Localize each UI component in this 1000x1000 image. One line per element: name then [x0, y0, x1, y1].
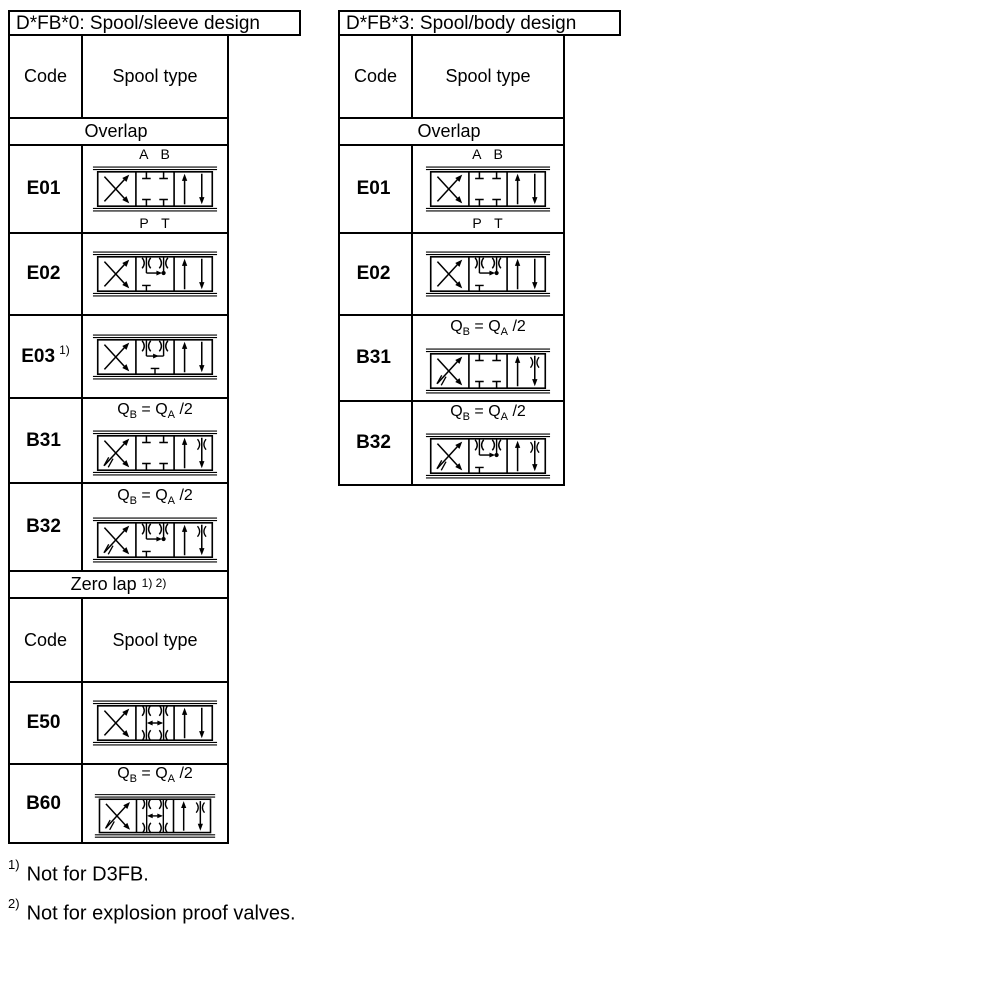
spool-symbol-cell [83, 399, 227, 482]
col-header-spool-type: Spool type [445, 66, 531, 86]
footnote-1 [8, 856, 296, 888]
section-header-overlap [340, 117, 563, 144]
table-row [10, 482, 227, 570]
valve-symbol-icon [426, 167, 550, 211]
spool-code-cell [340, 234, 413, 314]
valve-symbol-icon [93, 252, 217, 296]
spool-code-cell [340, 402, 413, 484]
spool-symbol-cell [413, 402, 563, 484]
spool-code-cell [10, 765, 83, 842]
footnote-text: Not for explosion proof valves. [26, 902, 296, 925]
section-header-overlap [10, 117, 227, 144]
table-row [10, 763, 227, 842]
valve-symbol [92, 162, 218, 216]
spool-table [338, 34, 565, 486]
footnote-2 [8, 895, 296, 927]
spool-code: E02 [26, 263, 61, 284]
col-header-code: Code [340, 36, 413, 117]
valve-symbol [92, 696, 218, 750]
table-title: D*FB*0: Spool/sleeve design [8, 10, 301, 36]
spool-symbol-cell [83, 234, 227, 314]
section-header-footnote-ref: 1) 2) [141, 575, 167, 590]
spool-symbol-cell [83, 765, 227, 842]
col-header-code: Code [10, 36, 83, 117]
valve-symbol-icon [93, 518, 217, 562]
table-row [340, 144, 563, 232]
section-header-label: Zero lap [70, 574, 137, 594]
spool-code-cell [10, 146, 83, 232]
spool-symbol-cell [83, 683, 227, 763]
valve-symbol-icon [93, 701, 217, 745]
port-labels-top: A B [139, 146, 171, 162]
spool-code: B31 [26, 429, 61, 451]
footnotes [8, 856, 296, 933]
spool-code: E03 [21, 345, 56, 367]
flow-ratio-note: $Q_B = Q_A$ /2 [450, 403, 526, 424]
valve-symbol-icon [426, 434, 550, 478]
spool-table [8, 34, 229, 844]
spool-code-cell [10, 234, 83, 314]
table-row [10, 144, 227, 232]
spool-code: E50 [26, 712, 61, 733]
table-row [340, 232, 563, 314]
valve-symbol-icon [93, 167, 217, 211]
table-row [340, 314, 563, 400]
spool-code: E02 [356, 263, 391, 284]
column-header-row [10, 36, 227, 117]
spool-symbol-cell [413, 234, 563, 314]
table-row [10, 681, 227, 763]
valve-symbol [425, 429, 551, 483]
table-row [10, 397, 227, 482]
spool-symbol-cell [83, 484, 227, 570]
flow-ratio-note: $Q_B = Q_A$ /2 [117, 487, 193, 508]
spool-symbol-cell [413, 146, 563, 232]
valve-symbol [425, 344, 551, 398]
col-header-spool-type: Spool type [112, 66, 198, 86]
table-row [10, 314, 227, 397]
col-header-code: Code [10, 599, 83, 681]
valve-symbol [92, 426, 218, 480]
spool-symbol-cell [83, 146, 227, 232]
col-header-spool-type: Spool type [112, 629, 198, 650]
valve-symbol [425, 247, 551, 301]
valve-symbol [92, 513, 218, 567]
valve-symbol [92, 790, 218, 842]
valve-symbol-icon [95, 795, 215, 838]
column-header-row [340, 36, 563, 117]
valve-symbol-icon [93, 431, 217, 475]
valve-symbol [425, 162, 551, 216]
spool-code-cell [340, 316, 413, 400]
spool-code-cell [10, 316, 83, 397]
spool-code: B32 [356, 432, 391, 453]
spool-code: B32 [26, 516, 61, 537]
table-spool-sleeve-design [8, 10, 301, 844]
spool-code-cell [340, 146, 413, 232]
valve-symbol-icon [93, 335, 217, 379]
table-row [10, 232, 227, 314]
footnote-text: Not for D3FB. [26, 863, 149, 886]
footnote-ref: 1) [59, 342, 70, 357]
spool-symbol-cell [413, 316, 563, 400]
valve-symbol-icon [426, 349, 550, 393]
spool-code: B60 [26, 792, 61, 814]
table-title: D*FB*3: Spool/body design [338, 10, 621, 36]
port-labels-top: A B [472, 146, 504, 162]
table-row [340, 400, 563, 484]
footnote-marker: 1) [8, 857, 20, 872]
spool-symbol-cell [83, 316, 227, 397]
table-spool-body-design [338, 10, 621, 486]
flow-ratio-note: $Q_B = Q_A$ /2 [117, 765, 193, 786]
section-header-zero-lap [10, 570, 227, 597]
valve-symbol [92, 247, 218, 301]
spool-code: B31 [356, 347, 391, 368]
section-header-label: Overlap [84, 121, 148, 141]
spool-code-cell [10, 484, 83, 570]
flow-ratio-note: $Q_B = Q_A$ /2 [117, 400, 193, 422]
valve-symbol-icon [426, 252, 550, 296]
spool-code-cell [10, 683, 83, 763]
valve-symbol [92, 330, 218, 384]
port-labels-bottom: P T [472, 215, 504, 231]
footnote-marker: 2) [8, 895, 20, 911]
section-header-label: Overlap [417, 121, 481, 141]
spool-code-cell [10, 399, 83, 482]
column-header-row [10, 597, 227, 681]
port-labels-bottom: P T [139, 215, 171, 231]
spool-code: E01 [356, 178, 391, 199]
flow-ratio-note: $Q_B = Q_A$ /2 [450, 318, 526, 339]
spool-code: E01 [26, 178, 61, 199]
